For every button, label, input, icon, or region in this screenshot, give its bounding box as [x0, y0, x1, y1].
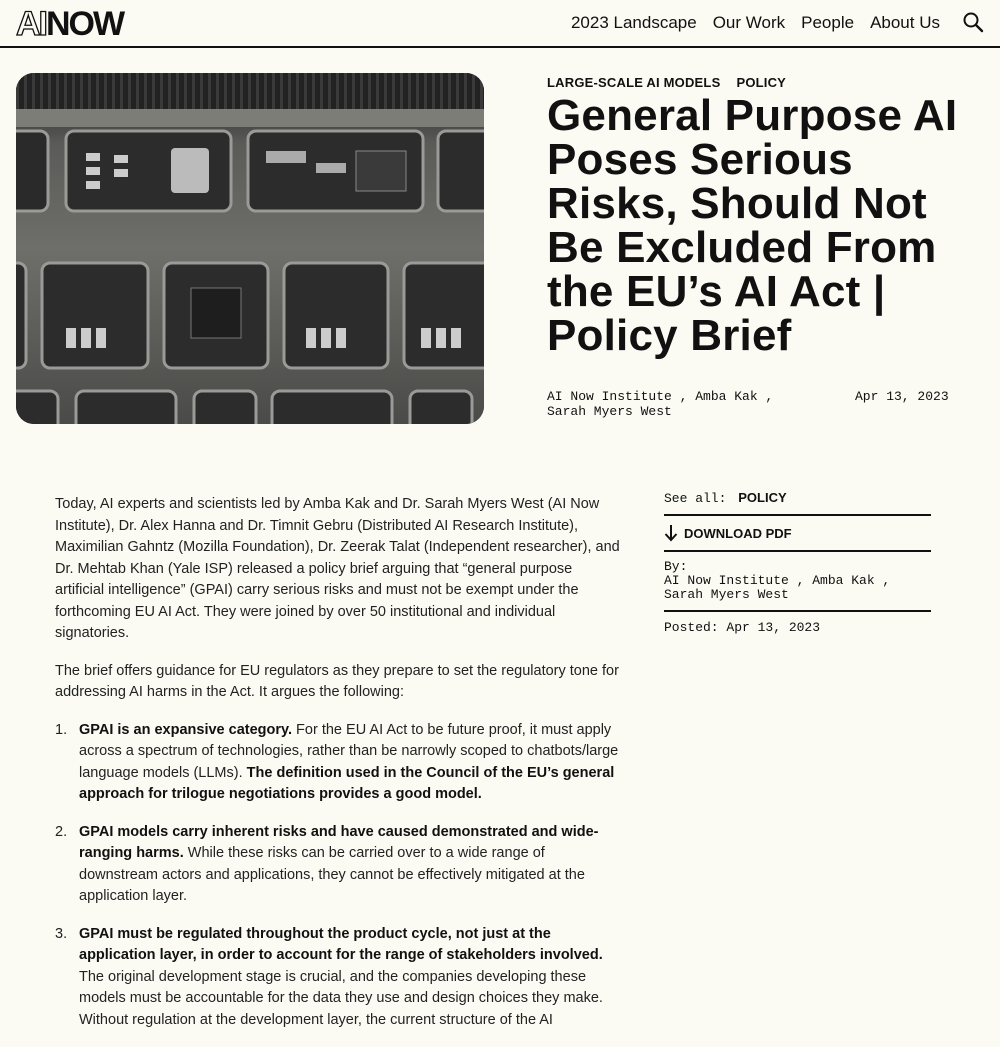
- list-item-text: For the EU AI Act to be future proof, it must apply across a spectrum of technologies, rather than be narrowly scoped to chatbots/large language models (LLMs).: [79, 721, 619, 781]
- see-all-policy-link[interactable]: POLICY: [738, 490, 787, 505]
- nav-about-us[interactable]: About Us: [870, 13, 940, 32]
- list-item-bold: GPAI is an expansive category.: [79, 721, 293, 738]
- sidebar-authors: [664, 552, 931, 612]
- tag-policy[interactable]: POLICY: [736, 75, 787, 90]
- download-arrow-icon: [664, 524, 678, 542]
- list-item-bold: GPAI must be regulated throughout the product cycle, not just at the application layer, in order to account for the range of stakeholders involved.: [79, 925, 603, 963]
- list-number: 3.: [55, 925, 68, 942]
- search-icon[interactable]: [962, 11, 984, 33]
- nav-our-work[interactable]: Our Work: [712, 13, 786, 32]
- list-item-text: While these risks can be carried over to a wide range of downstream actors and applications, they cannot be effectively mitigated at the application layer.: [79, 845, 585, 904]
- posted-date: Posted: Apr 13, 2023: [664, 620, 821, 635]
- byline-authors-line-2[interactable]: Sarah Myers West: [547, 404, 672, 419]
- list-item-text: The original development stage is crucial, and the companies developing these models must be accountable for the data they use and design choices they make. Without regulation at the development layer, the current structure of the AI: [79, 968, 603, 1028]
- article-date: Apr 13, 2023: [855, 389, 949, 404]
- see-all-category: [664, 490, 931, 516]
- list-item: [55, 924, 625, 1032]
- byline-authors-line-1[interactable]: AI Now Institute , Amba Kak ,: [547, 389, 774, 404]
- list-item-bold: The definition used in the Council of the EU’s general approach for trilogue negotiations provides a good model.: [79, 764, 615, 802]
- article-sidebar: [664, 490, 931, 635]
- list-item: [55, 822, 625, 908]
- argument-list: [55, 720, 625, 1032]
- article-byline: [547, 389, 777, 419]
- download-pdf-button[interactable]: [664, 516, 931, 552]
- sidebar-authors-line-1[interactable]: AI Now Institute , Amba Kak ,: [664, 573, 891, 588]
- list-item: [55, 720, 625, 806]
- download-pdf-label: DOWNLOAD PDF: [684, 525, 792, 541]
- article-tags: [547, 75, 786, 90]
- site-header: [0, 0, 1000, 48]
- circuit-board-photo: [16, 73, 484, 424]
- site-logo[interactable]: AINOW: [16, 5, 124, 43]
- list-item-bold: GPAI models carry inherent risks and have caused demonstrated and wide-ranging harms.: [79, 823, 599, 861]
- sidebar-authors-line-2[interactable]: Sarah Myers West: [664, 587, 789, 602]
- main-nav: [571, 12, 940, 34]
- hero-image: [16, 73, 484, 424]
- nav-people[interactable]: People: [801, 13, 855, 32]
- article-body: [55, 494, 625, 1047]
- by-label: By:: [664, 559, 688, 574]
- page-title: General Purpose AI Poses Serious Risks, Should Not Be Excluded From the EU’s AI Act | Policy Brief: [547, 91, 958, 360]
- list-number: 1.: [55, 721, 68, 738]
- nav-2023-landscape[interactable]: 2023 Landscape: [570, 13, 697, 32]
- see-all-label: See all:: [664, 491, 727, 506]
- list-number: 2.: [55, 823, 68, 840]
- paragraph-guidance: The brief offers guidance for EU regulators as they prepare to set the regulatory tone for addressing AI harms in the Act. It argues the following:: [55, 662, 619, 700]
- paragraph-intro: Today, AI experts and scientists led by Amba Kak and Dr. Sarah Myers West (AI Now Institute), Dr. Alex Hanna and Dr. Timnit Gebru (Distributed AI Research Institute), Maximilian Gahntz (Mozilla Foundation), Dr. Zeerak Talat (Independent researcher), and Dr. Mehtab Khan (Yale ISP) released a policy brief arguing that “general purpose artificial intelligence” (GPAI) carry serious risks and must not be exempt under the forthcoming EU AI Act. They were joined by over 50 institutional and individual signatories.: [55, 496, 620, 641]
- tag-large-scale-ai-models[interactable]: LARGE-SCALE AI MODELS: [547, 75, 721, 90]
